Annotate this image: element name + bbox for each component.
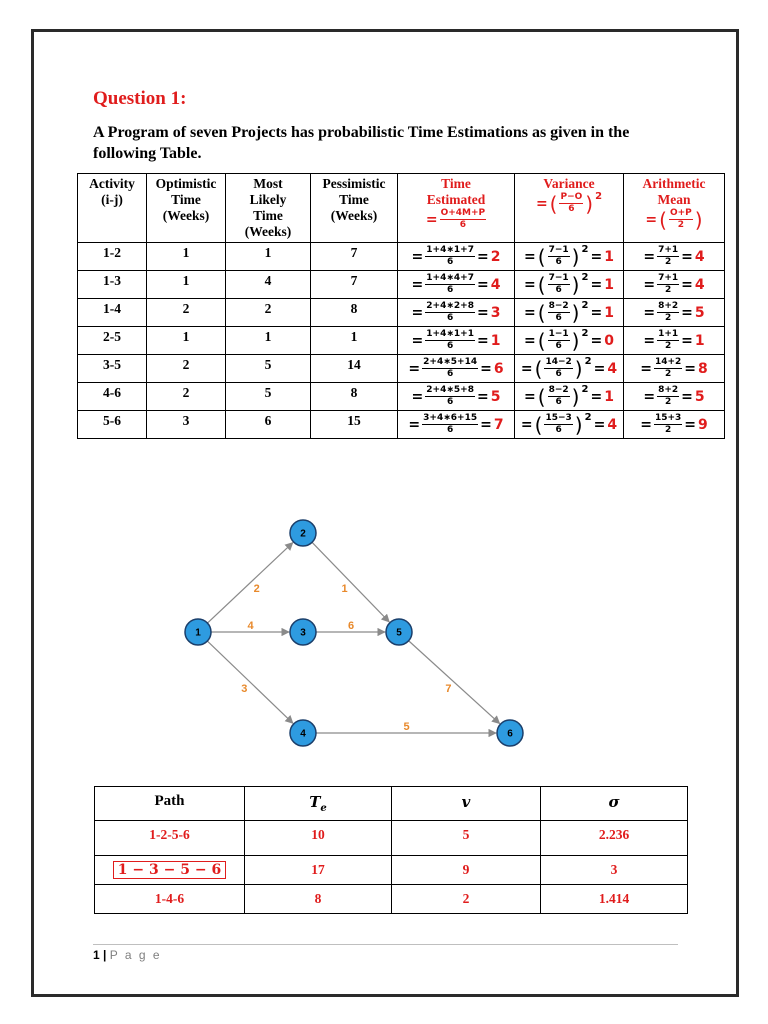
- node-label-3: 3: [300, 627, 306, 639]
- sigma-value-cell: 3: [541, 856, 688, 885]
- mean-cell: = $\frac{8+2}{2}$ = 5: [624, 383, 725, 411]
- node-label-6: 6: [507, 728, 513, 740]
- estimation-row: [78, 271, 725, 299]
- pessimistic-cell: 15: [311, 411, 398, 439]
- page-label: P a g e: [109, 948, 162, 962]
- node-label-1: 1: [195, 627, 201, 639]
- variance-cell: = ( $\frac{7-1}{6}$ ) 2 = 1: [515, 243, 624, 271]
- pessimistic-cell: 7: [311, 271, 398, 299]
- variance-formula: = ( $\frac{P-O}{6}$ ) 2: [535, 190, 603, 216]
- pessimistic-cell: 8: [311, 299, 398, 327]
- edge-label-3-5: 6: [347, 620, 355, 632]
- activity-cell: 1-3: [78, 271, 147, 299]
- critical-path-box: 1 − 3 − 5 − 6: [113, 861, 226, 879]
- variance-cell: = ( $\frac{15-3}{6}$ ) 2 = 4: [515, 411, 624, 439]
- path-row: [95, 885, 688, 914]
- page-number: 1: [93, 948, 100, 962]
- footer-separator: |: [103, 948, 107, 962]
- likely-cell: 5: [226, 383, 311, 411]
- pessimistic-cell: 1: [311, 327, 398, 355]
- footer-divider: [93, 944, 678, 945]
- path-cell: 1-4-6: [95, 885, 245, 914]
- edge-label-5-6: 7: [445, 683, 452, 696]
- variance-cell: = ( $\frac{7-1}{6}$ ) 2 = 1: [515, 271, 624, 299]
- te-cell: = $\frac{2+4∗5+8}{6}$ = 5: [398, 383, 515, 411]
- header-path: Path: [95, 787, 245, 821]
- pessimistic-cell: 7: [311, 243, 398, 271]
- te-cell: = $\frac{1+4∗1+7}{6}$ = 2: [398, 243, 515, 271]
- te-value-cell: 17: [245, 856, 392, 885]
- likely-cell: 4: [226, 271, 311, 299]
- mean-cell: = $\frac{8+2}{2}$ = 5: [624, 299, 725, 327]
- paths-table-header: [95, 787, 688, 821]
- te-cell: = $\frac{2+4∗2+8}{6}$ = 3: [398, 299, 515, 327]
- pessimistic-cell: 8: [311, 383, 398, 411]
- header-sigma: σ: [541, 787, 688, 821]
- optimistic-cell: 1: [147, 271, 226, 299]
- page-footer: [93, 948, 162, 962]
- te-value-cell: 8: [245, 885, 392, 914]
- optimistic-cell: 2: [147, 355, 226, 383]
- header-variance: Variance = ( $\frac{P-O}{6}$ ) 2: [515, 174, 624, 243]
- mean-cell: = $\frac{7+1}{2}$ = 4: [624, 243, 725, 271]
- activity-cell: 5-6: [78, 411, 147, 439]
- header-activity: Activity (i-j): [78, 174, 147, 243]
- optimistic-cell: 1: [147, 327, 226, 355]
- question-title: Question 1:: [93, 88, 187, 109]
- likely-cell: 5: [226, 355, 311, 383]
- path-row: [95, 856, 688, 885]
- header-te: $T_e$: [245, 787, 392, 821]
- edge-label-4-6: 5: [403, 721, 410, 733]
- te-cell: = $\frac{3+4∗6+15}{6}$ = 7: [398, 411, 515, 439]
- pessimistic-cell: 14: [311, 355, 398, 383]
- header-most-likely: Most Likely Time (Weeks): [226, 174, 311, 243]
- estimation-row: [78, 327, 725, 355]
- node-label-4: 4: [300, 728, 306, 740]
- estimation-row: [78, 411, 725, 439]
- te-value-cell: 10: [245, 821, 392, 856]
- likely-cell: 1: [226, 243, 311, 271]
- te-cell: = $\frac{2+4∗5+14}{6}$ = 6: [398, 355, 515, 383]
- variance-cell: = ( $\frac{8-2}{6}$ ) 2 = 1: [515, 383, 624, 411]
- header-variance: v: [392, 787, 541, 821]
- header-optimistic: Optimistic Time (Weeks): [147, 174, 226, 243]
- variance-value-cell: 2: [392, 885, 541, 914]
- paths-table: [94, 786, 688, 914]
- te-cell: = $\frac{1+4∗4+7}{6}$ = 4: [398, 271, 515, 299]
- te-formula: = $\frac{O+4M+P}{6}$: [425, 208, 486, 230]
- edge-5-6: [409, 641, 500, 724]
- estimation-row: [78, 355, 725, 383]
- header-time-estimated: Time Estimated = $\frac{O+4M+P}{6}$: [398, 174, 515, 243]
- path-row: [95, 821, 688, 856]
- variance-value-cell: 9: [392, 856, 541, 885]
- variance-cell: = ( $\frac{8-2}{6}$ ) 2 = 1: [515, 299, 624, 327]
- te-cell: = $\frac{1+4∗1+1}{6}$ = 1: [398, 327, 515, 355]
- estimation-row: [78, 383, 725, 411]
- optimistic-cell: 1: [147, 243, 226, 271]
- activity-cell: 2-5: [78, 327, 147, 355]
- edge-label-2-5: 1: [341, 582, 348, 595]
- path-cell: 1-2-5-6: [95, 821, 245, 856]
- network-diagram: [170, 505, 550, 755]
- variance-cell: = ( $\frac{1-1}{6}$ ) 2 = 0: [515, 327, 624, 355]
- likely-cell: 6: [226, 411, 311, 439]
- activity-cell: 3-5: [78, 355, 147, 383]
- estimation-table-header: [78, 174, 725, 243]
- mean-cell: = $\frac{1+1}{2}$ = 1: [624, 327, 725, 355]
- mean-formula: = ( $\frac{O+P}{2}$ ): [645, 207, 703, 232]
- activity-cell: 4-6: [78, 383, 147, 411]
- node-label-5: 5: [396, 627, 402, 639]
- sigma-value-cell: 2.236: [541, 821, 688, 856]
- variance-cell: = ( $\frac{14-2}{6}$ ) 2 = 4: [515, 355, 624, 383]
- mean-cell: = $\frac{15+3}{2}$ = 9: [624, 411, 725, 439]
- edge-1-4: [207, 641, 293, 723]
- activity-cell: 1-4: [78, 299, 147, 327]
- path-cell: [95, 856, 245, 885]
- mean-cell: = $\frac{14+2}{2}$ = 8: [624, 355, 725, 383]
- edge-label-1-3: 4: [247, 620, 254, 632]
- sigma-value-cell: 1.414: [541, 885, 688, 914]
- estimation-row: [78, 243, 725, 271]
- likely-cell: 1: [226, 327, 311, 355]
- activity-cell: 1-2: [78, 243, 147, 271]
- header-pessimistic: Pessimistic Time (Weeks): [311, 174, 398, 243]
- mean-cell: = $\frac{7+1}{2}$ = 4: [624, 271, 725, 299]
- edge-2-5: [312, 542, 389, 622]
- optimistic-cell: 2: [147, 383, 226, 411]
- question-intro: A Program of seven Projects has probabilistic Time Estimations as given in the following Table.: [93, 124, 630, 162]
- optimistic-cell: 3: [147, 411, 226, 439]
- estimation-table: [77, 173, 725, 439]
- edge-1-2: [207, 543, 292, 623]
- edge-label-1-4: 3: [241, 682, 248, 695]
- variance-value-cell: 5: [392, 821, 541, 856]
- optimistic-cell: 2: [147, 299, 226, 327]
- node-label-2: 2: [300, 528, 306, 540]
- estimation-row: [78, 299, 725, 327]
- header-arithmetic-mean: Arithmetic Mean = ( $\frac{O+P}{2}$ ): [624, 174, 725, 243]
- edge-label-1-2: 2: [253, 583, 260, 596]
- likely-cell: 2: [226, 299, 311, 327]
